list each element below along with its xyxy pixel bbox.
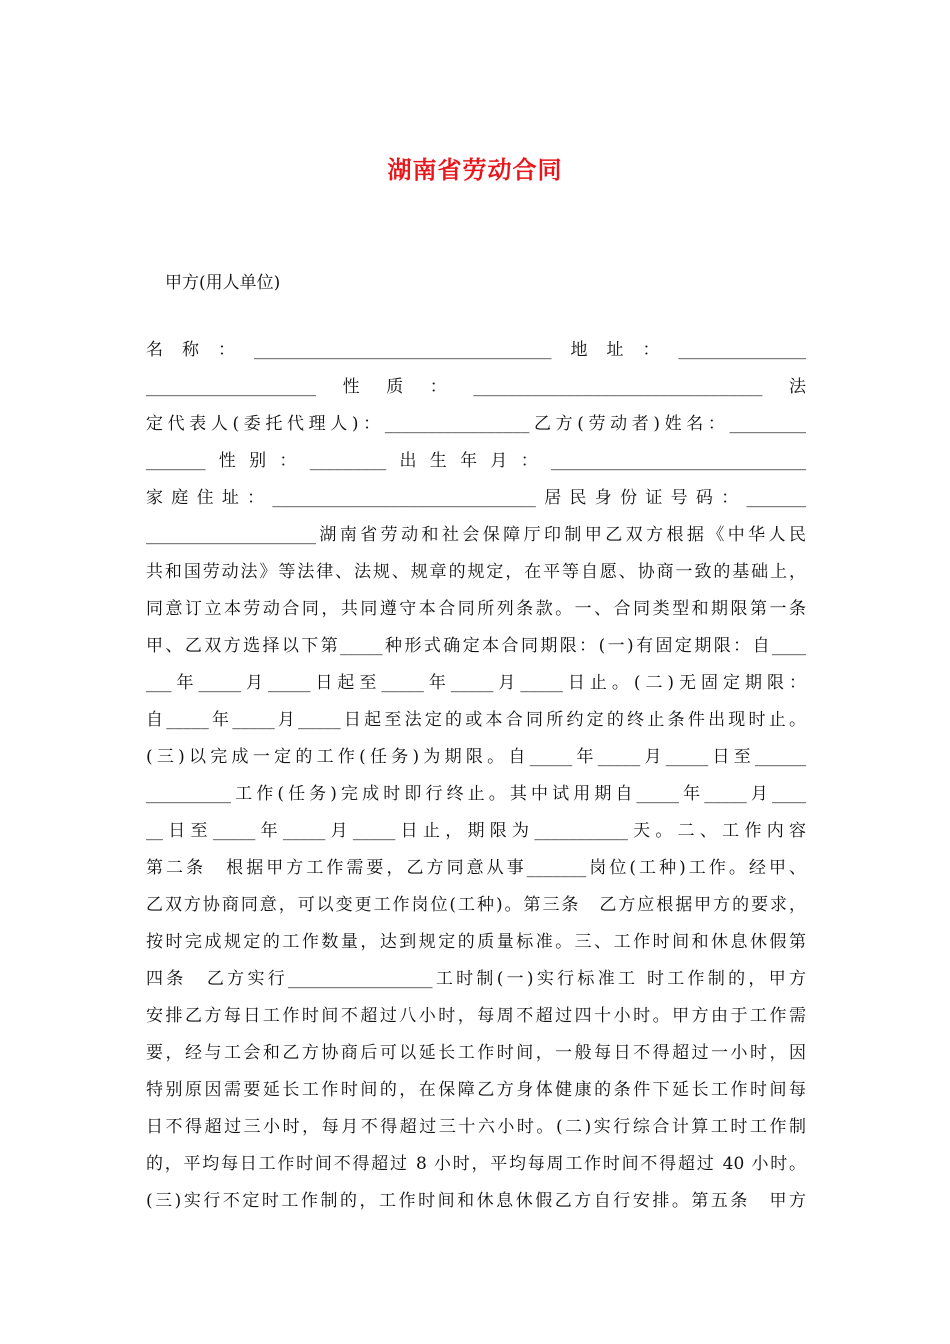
body-line: __________工作(任务)完成时即行终止。其中试用期自_____年_____月____ xyxy=(146,784,806,804)
body-line: ____________________性质：__________________________________法 xyxy=(146,377,806,397)
body-line: 名称：___________________________________地址：_______________ xyxy=(146,340,806,360)
body-line: 同意订立本劳动合同，共同遵守本合同所列条款。一、合同类型和期限第一条 xyxy=(146,599,806,619)
body-line: ___年_____月_____日起至_____年_____月_____日止。(二)无固定期限： xyxy=(146,673,806,693)
body-line: 安排乙方每日工作时间不超过八小时，每周不超过四十小时。甲方由于工作需 xyxy=(146,1006,806,1026)
body-line: (三)以完成一定的工作(任务)为期限。自_____年_____月_____日至______ xyxy=(146,747,806,767)
body-line: 第二条 根据甲方工作需要，乙方同意从事_______岗位(工种)工作。经甲、 xyxy=(146,858,806,878)
body-line: 共和国劳动法》等法律、法规、规章的规定，在平等自愿、协商一致的基础上， xyxy=(146,562,806,582)
body-line: ____________________湖南省劳动和社会保障厅印制甲乙双方根据《中华人民 xyxy=(146,525,806,545)
party-a-heading: 甲方(用人单位) xyxy=(165,273,281,293)
document-title: 湖南省劳动合同 xyxy=(387,155,563,184)
body-line: 家庭住址：_______________________________居民身份证号码：_______ xyxy=(146,488,806,508)
body-line: __日至_____年_____月_____日止，期限为___________天。二、工作内容 xyxy=(146,821,806,841)
contract-body xyxy=(146,332,806,1220)
body-line: 日不得超过三小时，每月不得超过三十六小时。(二)实行综合计算工时工作制 xyxy=(146,1117,806,1137)
body-line: 甲、乙双方选择以下第_____种形式确定本合同期限：(一)有固定期限：自____ xyxy=(146,636,806,656)
body-line: 四条 乙方实行_________________工时制(一)实行标准工 时工作制的，甲方 xyxy=(146,969,806,989)
body-line: 自_____年_____月_____日起至法定的或本合同所约定的终止条件出现时止。 xyxy=(146,710,806,730)
body-line: 乙双方协商同意，可以变更工作岗位(工种)。第三条 乙方应根据甲方的要求， xyxy=(146,895,806,915)
body-line: 特别原因需要延长工作时间的，在保障乙方身体健康的条件下延长工作时间每 xyxy=(146,1080,806,1100)
body-line: 要，经与工会和乙方协商后可以延长工作时间，一般每日不得超过一小时，因 xyxy=(146,1043,806,1063)
body-line: _______性别：_________出生年月：______________________________ xyxy=(146,451,806,471)
body-line: (三)实行不定时工作制的，工作时间和休息休假乙方自行安排。第五条 甲方 xyxy=(146,1191,806,1211)
body-line: 定代表人(委托代理人)：_________________乙方(劳动者)姓名：_________ xyxy=(146,414,806,434)
body-line: 的，平均每日工作时间不得超过 8 小时，平均每周工作时间不得超过 40 小时。 xyxy=(146,1154,806,1174)
body-line: 按时完成规定的工作数量，达到规定的质量标准。三、工作时间和休息休假第 xyxy=(146,932,806,952)
